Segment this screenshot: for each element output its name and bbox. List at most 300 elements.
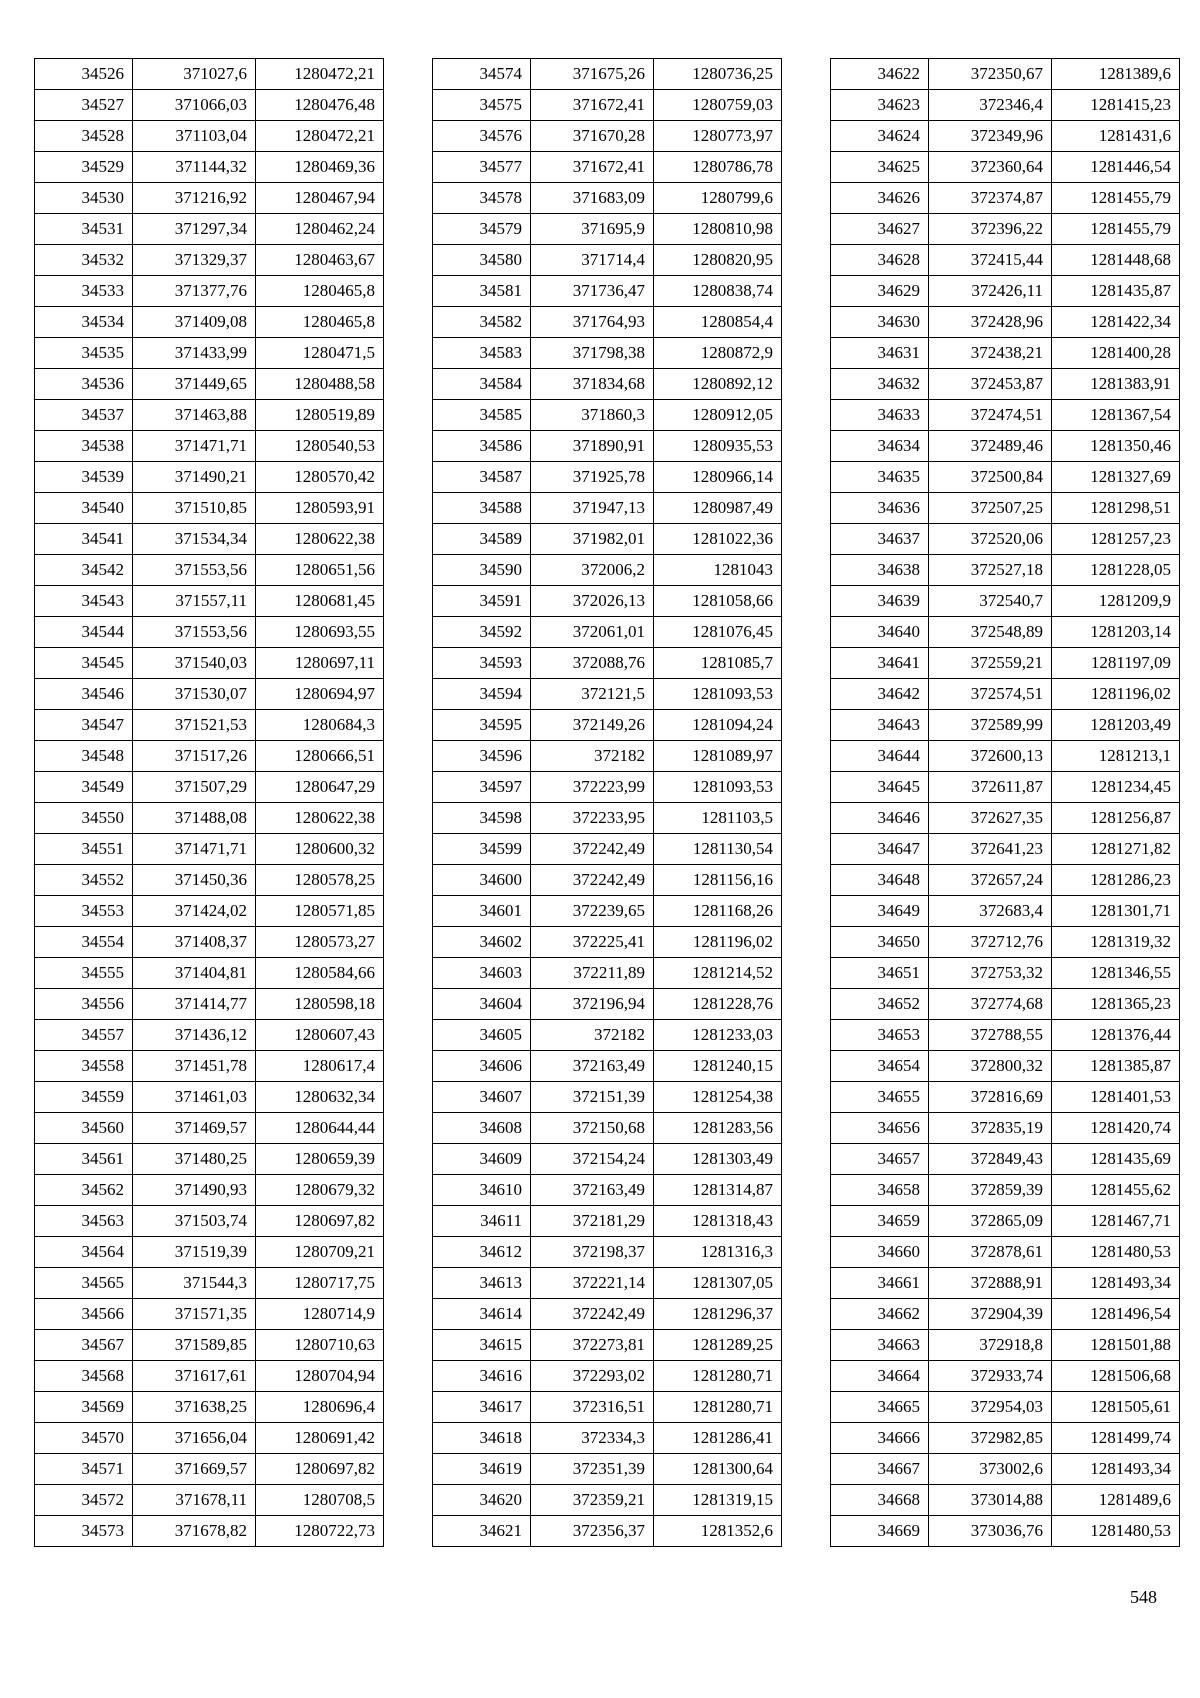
table-row (831, 90, 1180, 121)
table-row (831, 741, 1180, 772)
x-coordinate-cell: 371764,93 (531, 307, 654, 338)
y-coordinate-cell: 1281234,45 (1052, 772, 1180, 803)
table-row (433, 1113, 782, 1144)
x-coordinate-cell: 371834,68 (531, 369, 654, 400)
x-coordinate-cell: 372198,37 (531, 1237, 654, 1268)
x-coordinate-cell: 371144,32 (133, 152, 256, 183)
point-number-cell: 34655 (831, 1082, 929, 1113)
y-coordinate-cell: 1280872,9 (654, 338, 782, 369)
table-row (831, 59, 1180, 90)
table-row (433, 1206, 782, 1237)
y-coordinate-cell: 1280463,67 (256, 245, 384, 276)
y-coordinate-cell: 1280472,21 (256, 59, 384, 90)
point-number-cell: 34594 (433, 679, 531, 710)
x-coordinate-cell: 371890,91 (531, 431, 654, 462)
table-row (831, 1392, 1180, 1423)
point-number-cell: 34617 (433, 1392, 531, 1423)
y-coordinate-cell: 1281254,38 (654, 1082, 782, 1113)
point-number-cell: 34646 (831, 803, 929, 834)
y-coordinate-cell: 1281480,53 (1052, 1516, 1180, 1547)
point-number-cell: 34559 (35, 1082, 133, 1113)
y-coordinate-cell: 1281240,15 (654, 1051, 782, 1082)
x-coordinate-cell: 371490,21 (133, 462, 256, 493)
x-coordinate-cell: 372242,49 (531, 1299, 654, 1330)
y-coordinate-cell: 1281420,74 (1052, 1113, 1180, 1144)
point-number-cell: 34629 (831, 276, 929, 307)
point-number-cell: 34624 (831, 121, 929, 152)
y-coordinate-cell: 1281271,82 (1052, 834, 1180, 865)
table-row (35, 214, 384, 245)
point-number-cell: 34621 (433, 1516, 531, 1547)
table-row (831, 1082, 1180, 1113)
y-coordinate-cell: 1280632,34 (256, 1082, 384, 1113)
y-coordinate-cell: 1281422,34 (1052, 307, 1180, 338)
table-row (433, 865, 782, 896)
point-number-cell: 34529 (35, 152, 133, 183)
x-coordinate-cell: 372415,44 (929, 245, 1052, 276)
point-number-cell: 34598 (433, 803, 531, 834)
x-coordinate-cell: 371408,37 (133, 927, 256, 958)
point-number-cell: 34573 (35, 1516, 133, 1547)
x-coordinate-cell: 372221,14 (531, 1268, 654, 1299)
point-number-cell: 34607 (433, 1082, 531, 1113)
table-row (433, 1299, 782, 1330)
table-row (35, 1330, 384, 1361)
y-coordinate-cell: 1280935,53 (654, 431, 782, 462)
x-coordinate-cell: 371450,36 (133, 865, 256, 896)
x-coordinate-cell: 372026,13 (531, 586, 654, 617)
y-coordinate-cell: 1280488,58 (256, 369, 384, 400)
x-coordinate-cell: 372904,39 (929, 1299, 1052, 1330)
point-number-cell: 34565 (35, 1268, 133, 1299)
x-coordinate-cell: 373014,88 (929, 1485, 1052, 1516)
point-number-cell: 34537 (35, 400, 133, 431)
table-row (433, 586, 782, 617)
y-coordinate-cell: 1280600,32 (256, 834, 384, 865)
y-coordinate-cell: 1281493,34 (1052, 1268, 1180, 1299)
table-row (35, 524, 384, 555)
y-coordinate-cell: 1281168,26 (654, 896, 782, 927)
table-row (831, 121, 1180, 152)
table-row (433, 772, 782, 803)
table-row (831, 803, 1180, 834)
table-row (433, 1237, 782, 1268)
x-coordinate-cell: 371503,74 (133, 1206, 256, 1237)
y-coordinate-cell: 1281435,69 (1052, 1144, 1180, 1175)
point-number-cell: 34579 (433, 214, 531, 245)
x-coordinate-cell: 371553,56 (133, 617, 256, 648)
y-coordinate-cell: 1281467,71 (1052, 1206, 1180, 1237)
y-coordinate-cell: 1281156,16 (654, 865, 782, 896)
y-coordinate-cell: 1281228,76 (654, 989, 782, 1020)
x-coordinate-cell: 372600,13 (929, 741, 1052, 772)
point-number-cell: 34604 (433, 989, 531, 1020)
point-number-cell: 34614 (433, 1299, 531, 1330)
y-coordinate-cell: 1280710,63 (256, 1330, 384, 1361)
y-coordinate-cell: 1280462,24 (256, 214, 384, 245)
table-row (433, 152, 782, 183)
table-row (831, 834, 1180, 865)
x-coordinate-cell: 371860,3 (531, 400, 654, 431)
point-number-cell: 34648 (831, 865, 929, 896)
point-number-cell: 34651 (831, 958, 929, 989)
point-number-cell: 34600 (433, 865, 531, 896)
table-row (35, 989, 384, 1020)
point-number-cell: 34623 (831, 90, 929, 121)
point-number-cell: 34578 (433, 183, 531, 214)
y-coordinate-cell: 1280854,4 (654, 307, 782, 338)
x-coordinate-cell: 371638,25 (133, 1392, 256, 1423)
table-row (433, 679, 782, 710)
y-coordinate-cell: 1280704,94 (256, 1361, 384, 1392)
x-coordinate-cell: 372242,49 (531, 865, 654, 896)
point-number-cell: 34551 (35, 834, 133, 865)
y-coordinate-cell: 1280540,53 (256, 431, 384, 462)
x-coordinate-cell: 371530,07 (133, 679, 256, 710)
table-row (831, 772, 1180, 803)
point-number-cell: 34575 (433, 90, 531, 121)
table-row (35, 1175, 384, 1206)
table-row (831, 1423, 1180, 1454)
x-coordinate-cell: 372150,68 (531, 1113, 654, 1144)
x-coordinate-cell: 371463,88 (133, 400, 256, 431)
y-coordinate-cell: 1281319,15 (654, 1485, 782, 1516)
point-number-cell: 34661 (831, 1268, 929, 1299)
table-row (433, 555, 782, 586)
y-coordinate-cell: 1281316,3 (654, 1237, 782, 1268)
table-row (433, 431, 782, 462)
point-number-cell: 34546 (35, 679, 133, 710)
table-row (35, 90, 384, 121)
x-coordinate-cell: 371027,6 (133, 59, 256, 90)
table-row (433, 369, 782, 400)
x-coordinate-cell: 371329,37 (133, 245, 256, 276)
x-coordinate-cell: 372589,99 (929, 710, 1052, 741)
x-coordinate-cell: 372154,24 (531, 1144, 654, 1175)
point-number-cell: 34635 (831, 462, 929, 493)
table-row (35, 958, 384, 989)
y-coordinate-cell: 1280465,8 (256, 307, 384, 338)
table-row (433, 1268, 782, 1299)
table-row (433, 1392, 782, 1423)
point-number-cell: 34570 (35, 1423, 133, 1454)
x-coordinate-cell: 372611,87 (929, 772, 1052, 803)
x-coordinate-cell: 372360,64 (929, 152, 1052, 183)
point-number-cell: 34638 (831, 555, 929, 586)
point-number-cell: 34665 (831, 1392, 929, 1423)
point-number-cell: 34545 (35, 648, 133, 679)
x-coordinate-cell: 372574,51 (929, 679, 1052, 710)
y-coordinate-cell: 1280679,32 (256, 1175, 384, 1206)
y-coordinate-cell: 1281385,87 (1052, 1051, 1180, 1082)
y-coordinate-cell: 1280471,5 (256, 338, 384, 369)
table-row (831, 989, 1180, 1020)
y-coordinate-cell: 1281307,05 (654, 1268, 782, 1299)
table-row (433, 214, 782, 245)
y-coordinate-cell: 1281499,74 (1052, 1423, 1180, 1454)
table-row (433, 648, 782, 679)
point-number-cell: 34591 (433, 586, 531, 617)
y-coordinate-cell: 1280644,44 (256, 1113, 384, 1144)
point-number-cell: 34574 (433, 59, 531, 90)
table-row (433, 1082, 782, 1113)
table-row (831, 493, 1180, 524)
table-row (433, 1330, 782, 1361)
x-coordinate-cell: 371521,53 (133, 710, 256, 741)
point-number-cell: 34549 (35, 772, 133, 803)
x-coordinate-cell: 371617,61 (133, 1361, 256, 1392)
y-coordinate-cell: 1281431,6 (1052, 121, 1180, 152)
y-coordinate-cell: 1281318,43 (654, 1206, 782, 1237)
point-number-cell: 34642 (831, 679, 929, 710)
x-coordinate-cell: 371736,47 (531, 276, 654, 307)
point-number-cell: 34613 (433, 1268, 531, 1299)
y-coordinate-cell: 1281346,55 (1052, 958, 1180, 989)
y-coordinate-cell: 1280736,25 (654, 59, 782, 90)
y-coordinate-cell: 1281233,03 (654, 1020, 782, 1051)
point-number-cell: 34528 (35, 121, 133, 152)
table-row (831, 400, 1180, 431)
point-number-cell: 34531 (35, 214, 133, 245)
x-coordinate-cell: 372088,76 (531, 648, 654, 679)
x-coordinate-cell: 372774,68 (929, 989, 1052, 1020)
y-coordinate-cell: 1281401,53 (1052, 1082, 1180, 1113)
table-row (433, 524, 782, 555)
y-coordinate-cell: 1281103,5 (654, 803, 782, 834)
x-coordinate-cell: 373036,76 (929, 1516, 1052, 1547)
x-coordinate-cell: 371675,26 (531, 59, 654, 90)
point-number-cell: 34612 (433, 1237, 531, 1268)
point-number-cell: 34592 (433, 617, 531, 648)
x-coordinate-cell: 372350,67 (929, 59, 1052, 90)
point-number-cell: 34653 (831, 1020, 929, 1051)
coordinate-table-2 (432, 58, 782, 1547)
x-coordinate-cell: 372351,39 (531, 1454, 654, 1485)
y-coordinate-cell: 1281501,88 (1052, 1330, 1180, 1361)
y-coordinate-cell: 1281350,46 (1052, 431, 1180, 462)
y-coordinate-cell: 1280622,38 (256, 803, 384, 834)
table-row (831, 214, 1180, 245)
x-coordinate-cell: 371433,99 (133, 338, 256, 369)
y-coordinate-cell: 1281446,54 (1052, 152, 1180, 183)
x-coordinate-cell: 371557,11 (133, 586, 256, 617)
point-number-cell: 34554 (35, 927, 133, 958)
x-coordinate-cell: 371714,4 (531, 245, 654, 276)
point-number-cell: 34564 (35, 1237, 133, 1268)
y-coordinate-cell: 1280570,42 (256, 462, 384, 493)
table-row (35, 1144, 384, 1175)
table-row (35, 1516, 384, 1547)
x-coordinate-cell: 372835,19 (929, 1113, 1052, 1144)
point-number-cell: 34641 (831, 648, 929, 679)
y-coordinate-cell: 1280697,11 (256, 648, 384, 679)
y-coordinate-cell: 1280472,21 (256, 121, 384, 152)
y-coordinate-cell: 1280465,8 (256, 276, 384, 307)
x-coordinate-cell: 371589,85 (133, 1330, 256, 1361)
x-coordinate-cell: 372396,22 (929, 214, 1052, 245)
table-row (433, 90, 782, 121)
point-number-cell: 34636 (831, 493, 929, 524)
table-row (831, 1361, 1180, 1392)
y-coordinate-cell: 1281435,87 (1052, 276, 1180, 307)
x-coordinate-cell: 372489,46 (929, 431, 1052, 462)
x-coordinate-cell: 372211,89 (531, 958, 654, 989)
table-row (35, 369, 384, 400)
table-row (35, 1485, 384, 1516)
table-row (35, 400, 384, 431)
x-coordinate-cell: 372453,87 (929, 369, 1052, 400)
y-coordinate-cell: 1281094,24 (654, 710, 782, 741)
table-row (831, 1268, 1180, 1299)
x-coordinate-cell: 372753,32 (929, 958, 1052, 989)
point-number-cell: 34553 (35, 896, 133, 927)
y-coordinate-cell: 1281389,6 (1052, 59, 1180, 90)
point-number-cell: 34566 (35, 1299, 133, 1330)
y-coordinate-cell: 1280838,74 (654, 276, 782, 307)
point-number-cell: 34606 (433, 1051, 531, 1082)
y-coordinate-cell: 1280693,55 (256, 617, 384, 648)
y-coordinate-cell: 1281493,34 (1052, 1454, 1180, 1485)
y-coordinate-cell: 1280651,56 (256, 555, 384, 586)
point-number-cell: 34530 (35, 183, 133, 214)
y-coordinate-cell: 1281300,64 (654, 1454, 782, 1485)
point-number-cell: 34536 (35, 369, 133, 400)
point-number-cell: 34626 (831, 183, 929, 214)
point-number-cell: 34584 (433, 369, 531, 400)
x-coordinate-cell: 371103,04 (133, 121, 256, 152)
y-coordinate-cell: 1281376,44 (1052, 1020, 1180, 1051)
point-number-cell: 34561 (35, 1144, 133, 1175)
table-row (433, 1423, 782, 1454)
point-number-cell: 34576 (433, 121, 531, 152)
point-number-cell: 34633 (831, 400, 929, 431)
y-coordinate-cell: 1281489,6 (1052, 1485, 1180, 1516)
table-row (831, 617, 1180, 648)
y-coordinate-cell: 1280987,49 (654, 493, 782, 524)
x-coordinate-cell: 372878,61 (929, 1237, 1052, 1268)
table-row (831, 648, 1180, 679)
y-coordinate-cell: 1280659,39 (256, 1144, 384, 1175)
x-coordinate-cell: 371683,09 (531, 183, 654, 214)
point-number-cell: 34557 (35, 1020, 133, 1051)
table-row (831, 152, 1180, 183)
table-row (433, 400, 782, 431)
point-number-cell: 34634 (831, 431, 929, 462)
point-number-cell: 34560 (35, 1113, 133, 1144)
table-row (433, 338, 782, 369)
table-row (35, 927, 384, 958)
y-coordinate-cell: 1280578,25 (256, 865, 384, 896)
x-coordinate-cell: 372182 (531, 741, 654, 772)
table-row (35, 834, 384, 865)
point-number-cell: 34599 (433, 834, 531, 865)
table-row (433, 803, 782, 834)
x-coordinate-cell: 371471,71 (133, 431, 256, 462)
y-coordinate-cell: 1280647,29 (256, 772, 384, 803)
table-row (831, 679, 1180, 710)
point-number-cell: 34647 (831, 834, 929, 865)
point-number-cell: 34650 (831, 927, 929, 958)
table-row (831, 245, 1180, 276)
table-row (35, 772, 384, 803)
y-coordinate-cell: 1280467,94 (256, 183, 384, 214)
point-number-cell: 34656 (831, 1113, 929, 1144)
table-row (831, 555, 1180, 586)
point-number-cell: 34601 (433, 896, 531, 927)
table-row (35, 679, 384, 710)
x-coordinate-cell: 372954,03 (929, 1392, 1052, 1423)
table-row (433, 183, 782, 214)
point-number-cell: 34644 (831, 741, 929, 772)
y-coordinate-cell: 1281455,79 (1052, 214, 1180, 245)
y-coordinate-cell: 1280786,78 (654, 152, 782, 183)
point-number-cell: 34658 (831, 1175, 929, 1206)
x-coordinate-cell: 372527,18 (929, 555, 1052, 586)
point-number-cell: 34571 (35, 1454, 133, 1485)
y-coordinate-cell: 1280593,91 (256, 493, 384, 524)
y-coordinate-cell: 1280708,5 (256, 1485, 384, 1516)
table-row (35, 1361, 384, 1392)
y-coordinate-cell: 1281022,36 (654, 524, 782, 555)
table-row (35, 555, 384, 586)
point-number-cell: 34654 (831, 1051, 929, 1082)
table-row (35, 617, 384, 648)
point-number-cell: 34595 (433, 710, 531, 741)
table-row (35, 1268, 384, 1299)
point-number-cell: 34669 (831, 1516, 929, 1547)
y-coordinate-cell: 1281505,61 (1052, 1392, 1180, 1423)
coordinate-table-body (433, 59, 782, 1547)
point-number-cell: 34605 (433, 1020, 531, 1051)
y-coordinate-cell: 1280691,42 (256, 1423, 384, 1454)
x-coordinate-cell: 372006,2 (531, 555, 654, 586)
point-number-cell: 34630 (831, 307, 929, 338)
point-number-cell: 34659 (831, 1206, 929, 1237)
y-coordinate-cell: 1281043 (654, 555, 782, 586)
x-coordinate-cell: 372849,43 (929, 1144, 1052, 1175)
y-coordinate-cell: 1281085,7 (654, 648, 782, 679)
table-row (433, 710, 782, 741)
point-number-cell: 34590 (433, 555, 531, 586)
table-row (35, 152, 384, 183)
table-row (831, 1020, 1180, 1051)
page-number: 548 (1130, 1587, 1157, 1607)
x-coordinate-cell: 371517,26 (133, 741, 256, 772)
point-number-cell: 34625 (831, 152, 929, 183)
x-coordinate-cell: 372149,26 (531, 710, 654, 741)
y-coordinate-cell: 1281286,23 (1052, 865, 1180, 896)
table-row (433, 1516, 782, 1547)
y-coordinate-cell: 1280571,85 (256, 896, 384, 927)
point-number-cell: 34596 (433, 741, 531, 772)
y-coordinate-cell: 1281093,53 (654, 679, 782, 710)
table-row (35, 865, 384, 896)
y-coordinate-cell: 1280717,75 (256, 1268, 384, 1299)
y-coordinate-cell: 1280759,03 (654, 90, 782, 121)
table-row (433, 896, 782, 927)
y-coordinate-cell: 1281076,45 (654, 617, 782, 648)
y-coordinate-cell: 1280622,38 (256, 524, 384, 555)
table-row (831, 1299, 1180, 1330)
table-row (433, 493, 782, 524)
x-coordinate-cell: 372426,11 (929, 276, 1052, 307)
y-coordinate-cell: 1280607,43 (256, 1020, 384, 1051)
table-row (831, 183, 1180, 214)
x-coordinate-cell: 371947,13 (531, 493, 654, 524)
table-row (831, 431, 1180, 462)
y-coordinate-cell: 1281203,49 (1052, 710, 1180, 741)
point-number-cell: 34535 (35, 338, 133, 369)
